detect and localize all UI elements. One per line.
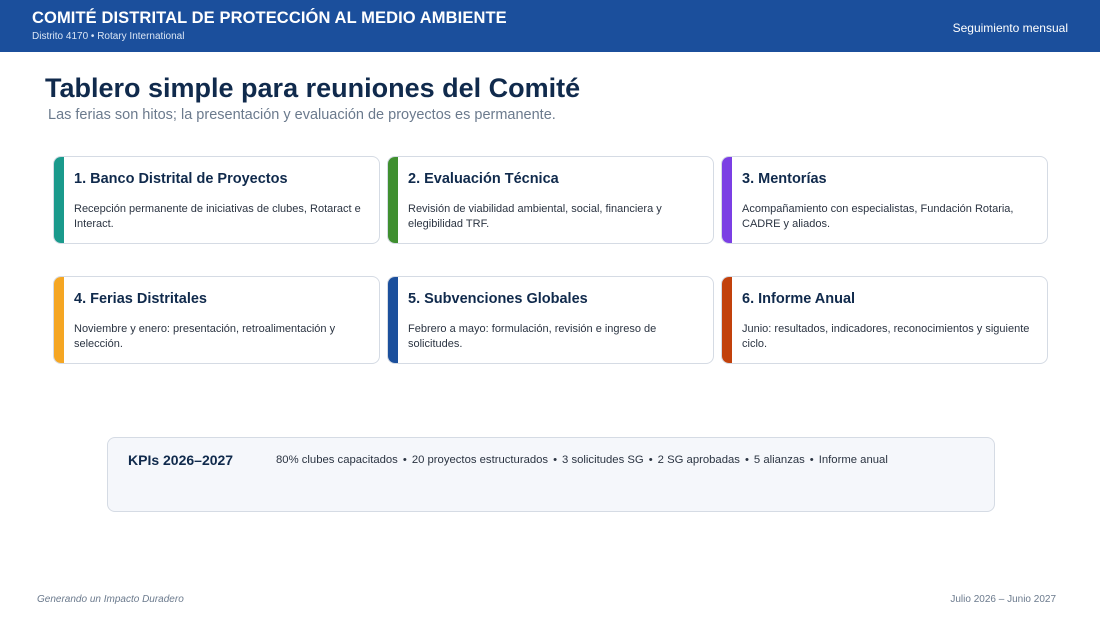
- card-global-grants: [387, 276, 714, 364]
- card-title: 2. Evaluación Técnica: [408, 171, 559, 187]
- kpi-item: 20 proyectos estructurados: [411, 454, 549, 466]
- card-stripe: [722, 157, 732, 243]
- card-description: Noviembre y enero: presentación, retroalimentación y selección.: [74, 323, 336, 350]
- card-district-fairs: [53, 276, 380, 364]
- card-stripe: [54, 277, 64, 363]
- kpi-separator: •: [744, 454, 749, 466]
- card-project-bank: [53, 156, 380, 244]
- committee-title: COMITÉ DISTRITAL DE PROTECCIÓN AL MEDIO AMBIENTE: [32, 9, 507, 27]
- district-subtitle: Distrito 4170 • Rotary International: [32, 31, 185, 42]
- card-stripe: [388, 157, 398, 243]
- kpi-item: 2 SG aprobadas: [657, 454, 740, 466]
- kpi-item: 3 solicitudes SG: [562, 454, 644, 466]
- page-title: Tablero simple para reuniones del Comité: [45, 73, 581, 103]
- header-bar: [0, 0, 1100, 52]
- card-title: 3. Mentorías: [742, 171, 827, 187]
- footer-motto: Generando un Impacto Duradero: [37, 594, 184, 605]
- card-stripe: [722, 277, 732, 363]
- card-annual-report: [721, 276, 1048, 364]
- kpi-item: 80% clubes capacitados: [276, 454, 398, 466]
- card-stripe: [388, 277, 398, 363]
- tracking-label: Seguimiento mensual: [952, 21, 1068, 35]
- card-description: Recepción permanente de iniciativas de clubes, Rotaract e Interact.: [74, 203, 361, 230]
- card-title: 4. Ferias Distritales: [74, 291, 207, 307]
- footer-period: Julio 2026 – Junio 2027: [950, 594, 1056, 605]
- card-stripe: [54, 157, 64, 243]
- page-subtitle: Las ferias son hitos; la presentación y evaluación de proyectos es permanente.: [48, 107, 556, 123]
- kpi-separator: •: [553, 454, 558, 466]
- kpi-separator: •: [648, 454, 653, 466]
- card-title: 1. Banco Distrital de Proyectos: [74, 171, 288, 187]
- kpi-item: Informe anual: [818, 454, 888, 466]
- kpi-separator: •: [809, 454, 814, 466]
- kpi-label: KPIs 2026–2027: [128, 452, 234, 468]
- card-description: Revisión de viabilidad ambiental, social, financiera y elegibilidad TRF.: [408, 203, 662, 230]
- card-description: Junio: resultados, indicadores, reconocimientos y siguiente ciclo.: [742, 323, 1030, 350]
- card-mentoring: [721, 156, 1048, 244]
- card-title: 5. Subvenciones Globales: [408, 291, 588, 307]
- card-technical-evaluation: [387, 156, 714, 244]
- kpi-panel: [107, 437, 995, 512]
- card-description: Febrero a mayo: formulación, revisión e ingreso de solicitudes.: [408, 323, 657, 350]
- kpi-list: [276, 454, 888, 466]
- card-description: Acompañamiento con especialistas, Fundación Rotaria, CADRE y aliados.: [742, 203, 1014, 230]
- kpi-separator: •: [402, 454, 407, 466]
- kpi-item: 5 alianzas: [753, 454, 805, 466]
- card-title: 6. Informe Anual: [742, 291, 856, 307]
